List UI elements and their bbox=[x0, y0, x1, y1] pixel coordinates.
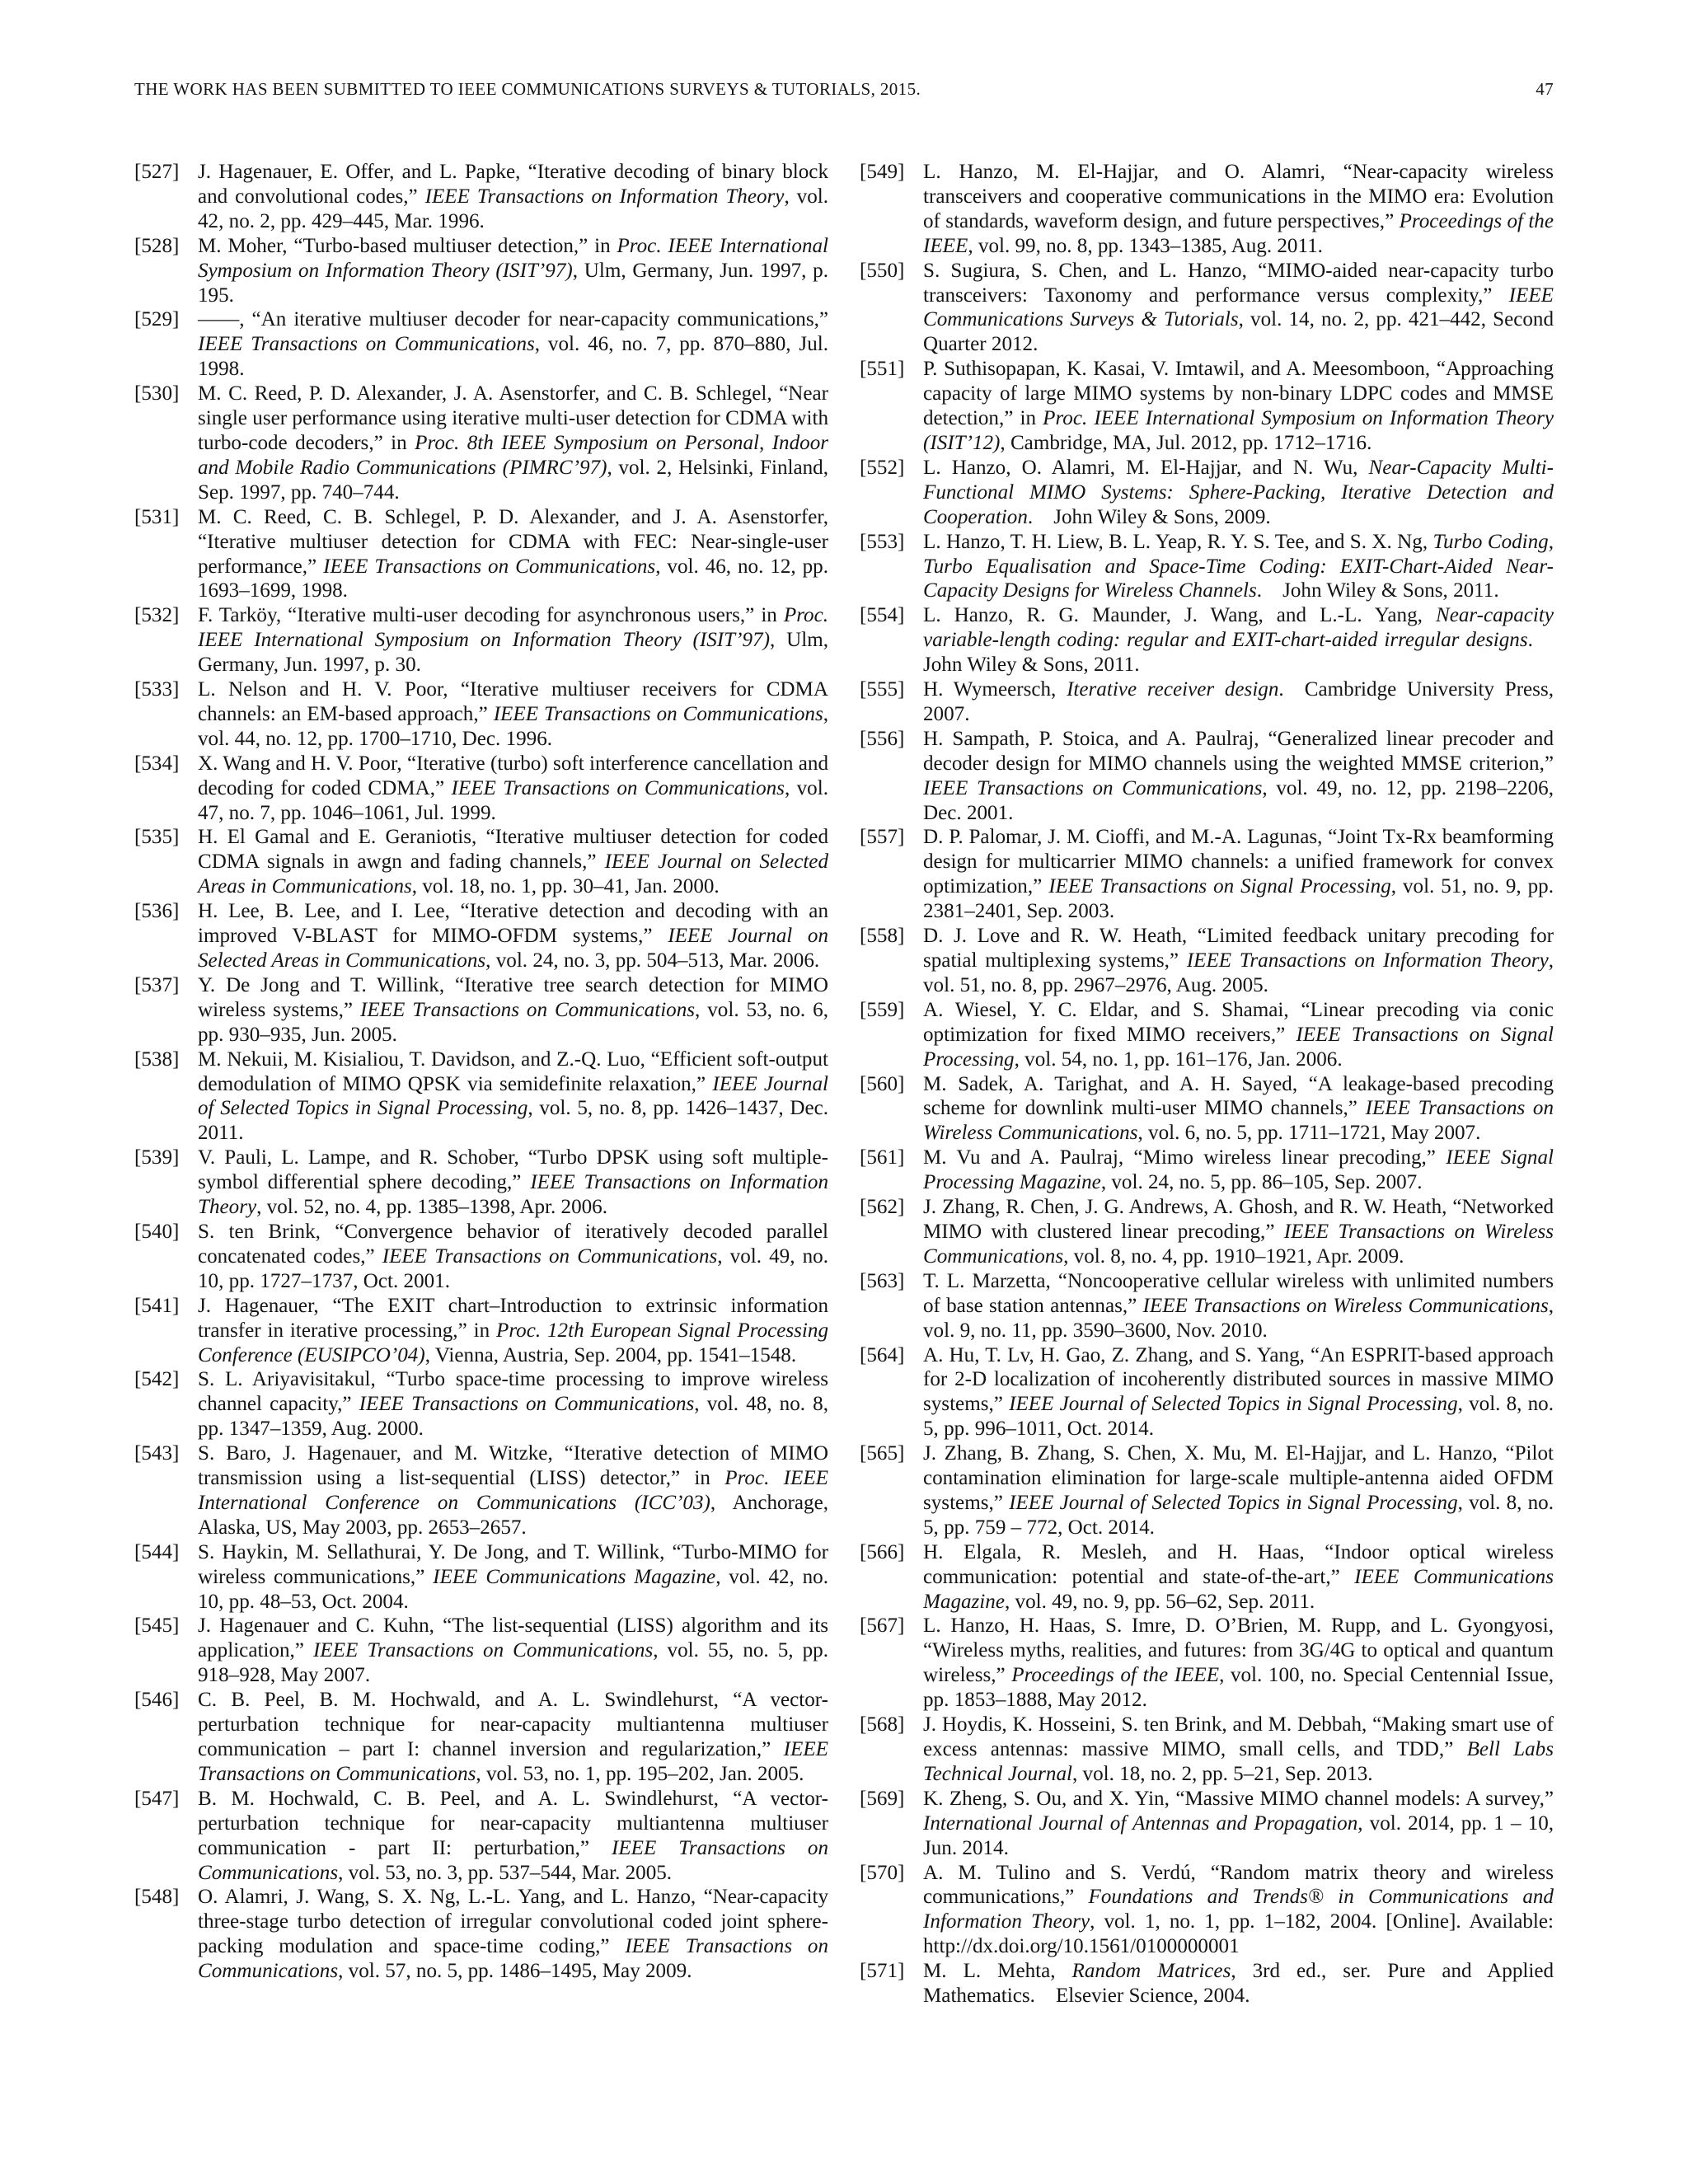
reference-segment: V. Pauli, L. Lampe, and R. Schober, “Turbo DPSK using soft multiple-symbol differential sphere decoding,” bbox=[198, 1146, 828, 1194]
reference-venue: IEEE Transactions on Communications bbox=[359, 1393, 695, 1416]
reference-entry bbox=[860, 1441, 1554, 1540]
reference-number: [531] bbox=[134, 505, 180, 528]
reference-venue: IEEE Transactions on Communications bbox=[198, 1935, 829, 1983]
reference-number: [549] bbox=[860, 161, 905, 183]
reference-entry bbox=[860, 1959, 1554, 2008]
journal-header: THE WORK HAS BEEN SUBMITTED TO IEEE COMMUNICATIONS SURVEYS & TUTORIALS, 2015. bbox=[134, 79, 921, 99]
references-left-column bbox=[134, 160, 828, 1984]
reference-number: [551] bbox=[860, 358, 905, 381]
reference-segment: , 3rd ed., ser. Pure and Applied Mathematics. Elsevier Science, 2004. bbox=[923, 1960, 1554, 2008]
reference-entry bbox=[860, 1540, 1554, 1615]
reference-segment: . John Wiley & Sons, 2009. bbox=[1027, 505, 1271, 528]
reference-venue: IEEE Transactions on Signal Processing bbox=[923, 1023, 1554, 1071]
reference-text bbox=[923, 1540, 1554, 1615]
reference-segment: J. Zhang, B. Zhang, S. Chen, X. Mu, M. El-Hajjar, and L. Hanzo, “Pilot contamination elimination for large-scale multiple-antenna aided OFDM systems,” bbox=[923, 1442, 1554, 1514]
reference-entry bbox=[134, 1294, 828, 1368]
reference-segment: , Ulm, Germany, Jun. 1997, p. 30. bbox=[198, 629, 828, 677]
reference-entry bbox=[134, 1614, 828, 1688]
page-header bbox=[134, 79, 1554, 100]
reference-segment: , vol. 57, no. 5, pp. 1486–1495, May 2009. bbox=[338, 1960, 692, 1983]
reference-segment: T. L. Marzetta, “Noncooperative cellular wireless with unlimited numbers of base station antennas,” bbox=[923, 1269, 1554, 1317]
reference-entry bbox=[134, 973, 828, 1047]
reference-segment: J. Hagenauer and C. Kuhn, “The list-sequential (LISS) algorithm and its application,” bbox=[198, 1615, 828, 1662]
reference-number: [553] bbox=[860, 530, 905, 553]
reference-entry bbox=[860, 677, 1554, 727]
reference-segment: S. Haykin, M. Sellathurai, Y. De Jong, and T. Willink, “Turbo-MIMO for wireless communications,” bbox=[198, 1540, 828, 1588]
reference-segment: J. Zhang, R. Chen, J. G. Andrews, A. Ghosh, and R. W. Heath, “Networked MIMO with clustered linear precoding,” bbox=[923, 1196, 1554, 1243]
reference-text bbox=[198, 677, 828, 752]
reference-entry bbox=[860, 160, 1554, 259]
reference-venue: IEEE Transactions on Information Theory bbox=[198, 1171, 828, 1219]
reference-number: [536] bbox=[134, 900, 180, 923]
reference-number: [530] bbox=[134, 382, 180, 405]
reference-segment: , vol. 54, no. 1, pp. 161–176, Jan. 2006. bbox=[1014, 1047, 1343, 1071]
reference-venue: IEEE Transactions on Communications bbox=[493, 702, 823, 725]
reference-number: [532] bbox=[134, 604, 180, 627]
reference-entry bbox=[134, 1367, 828, 1441]
reference-number: [567] bbox=[860, 1615, 905, 1638]
reference-segment: H. Wymeersch, bbox=[923, 678, 1067, 701]
reference-entry bbox=[134, 1688, 828, 1787]
reference-segment: , vol. 55, no. 5, pp. 918–928, May 2007. bbox=[198, 1639, 828, 1687]
reference-segment: L. Hanzo, R. G. Maunder, J. Wang, and L.-L. Yang, bbox=[923, 604, 1436, 627]
reference-number: [527] bbox=[134, 161, 180, 183]
reference-text bbox=[923, 1072, 1554, 1146]
reference-text bbox=[198, 1614, 828, 1688]
reference-text bbox=[923, 998, 1554, 1072]
reference-segment: M. C. Reed, P. D. Alexander, J. A. Asenstorfer, and C. B. Schlegel, “Near single user performance using iterative multi-user detection for CDMA with turbo-code decoders,” in bbox=[198, 382, 828, 454]
reference-entry bbox=[134, 677, 828, 752]
reference-venue: Proceedings of the IEEE bbox=[1011, 1664, 1220, 1687]
reference-segment: , Cambridge, MA, Jul. 2012, pp. 1712–1716. bbox=[1000, 431, 1372, 454]
reference-entry bbox=[134, 1441, 828, 1540]
reference-venue: IEEE Communications Surveys & Tutorials bbox=[923, 284, 1554, 331]
reference-segment: , vol. 49, no. 10, pp. 1727–1737, Oct. 2001. bbox=[198, 1244, 828, 1292]
reference-text bbox=[198, 505, 828, 604]
reference-text bbox=[198, 1540, 828, 1615]
reference-text bbox=[198, 1146, 828, 1220]
reference-segment: M. Vu and A. Paulraj, “Mimo wireless linear precoding,” bbox=[923, 1146, 1447, 1169]
reference-segment: A. Hu, T. Lv, H. Gao, Z. Zhang, and S. Yang, “An ESPRIT-based approach for 2-D localization of incoherently distributed sources in massive MIMO systems,” bbox=[923, 1343, 1554, 1416]
reference-venue: IEEE Transactions on Communications bbox=[451, 776, 785, 799]
reference-entry bbox=[860, 456, 1554, 530]
reference-segment: , vol. 51, no. 9, pp. 2381–2401, Sep. 2003. bbox=[923, 875, 1554, 923]
reference-venue: IEEE Transactions on Wireless Communications bbox=[923, 1097, 1554, 1145]
reference-number: [534] bbox=[134, 752, 180, 775]
reference-number: [533] bbox=[134, 678, 180, 701]
reference-venue: Proc. 12th European Signal Processing Conference (EUSIPCO’04) bbox=[198, 1319, 828, 1366]
reference-segment: , Ulm, Germany, Jun. 1997, p. 195. bbox=[198, 259, 828, 307]
reference-entry bbox=[134, 382, 828, 505]
reference-segment: D. J. Love and R. W. Heath, “Limited feedback unitary precoding for spatial multiplexing systems,” bbox=[923, 925, 1554, 972]
reference-segment: X. Wang and H. V. Poor, “Iterative (turbo) soft interference cancellation and decoding for coded CDMA,” bbox=[198, 752, 828, 799]
reference-number: [555] bbox=[860, 678, 905, 701]
reference-venue: IEEE Transactions on Communications bbox=[360, 998, 696, 1021]
reference-text bbox=[198, 160, 828, 234]
reference-venue: Proc. IEEE International Symposium on Information Theory (ISIT’97) bbox=[198, 604, 828, 652]
reference-segment: , vol. 52, no. 4, pp. 1385–1398, Apr. 2006. bbox=[256, 1196, 608, 1219]
reference-segment: M. Moher, “Turbo-based multiuser detection,” in bbox=[198, 234, 617, 257]
reference-text bbox=[923, 160, 1554, 259]
reference-entry bbox=[860, 1195, 1554, 1269]
reference-segment: L. Hanzo, H. Haas, S. Imre, D. O’Brien, M. Rupp, and L. Gyongyosi, “Wireless myths, realities, and futures: from 3G/4G to optical and quantum wireless,” bbox=[923, 1615, 1554, 1687]
reference-venue: Foundations and Trends® in Communications and Information Theory bbox=[923, 1886, 1554, 1933]
reference-entry bbox=[134, 505, 828, 604]
reference-segment: L. Hanzo, O. Alamri, M. El-Hajjar, and N. Wu, bbox=[923, 456, 1369, 479]
reference-segment: L. Hanzo, M. El-Hajjar, and O. Alamri, “Near-capacity wireless transceivers and cooperative communications in the MIMO era: Evolution of standards, waveform design, and future perspectives,” bbox=[923, 161, 1554, 232]
reference-segment: . John Wiley & Sons, 2011. bbox=[923, 629, 1554, 677]
reference-segment: A. Wiesel, Y. C. Eldar, and S. Shamai, “Linear precoding via conic optimization for fixed MIMO receivers,” bbox=[923, 998, 1554, 1046]
reference-segment: , vol. 53, no. 1, pp. 195–202, Jan. 2005. bbox=[476, 1762, 804, 1785]
reference-segment: J. Hoydis, K. Hosseini, S. ten Brink, and M. Debbah, “Making smart use of excess antennas: massive MIMO, small cells, and TDD,” bbox=[923, 1713, 1554, 1760]
reference-segment: M. Nekuii, M. Kisialiou, T. Davidson, and Z.-Q. Luo, “Efficient soft-output demodulation of MIMO QPSK via semidefinite relaxation,” bbox=[198, 1047, 828, 1095]
reference-segment: , vol. 9, no. 11, pp. 3590–3600, Nov. 2010. bbox=[923, 1294, 1554, 1342]
reference-number: [571] bbox=[860, 1960, 905, 1983]
reference-segment: J. Hagenauer, E. Offer, and L. Papke, “Iterative decoding of binary block and convolutional codes,” bbox=[198, 161, 828, 208]
reference-text bbox=[198, 1441, 828, 1540]
reference-venue: IEEE Transactions on Information Theory bbox=[424, 185, 785, 208]
reference-segment: P. Suthisopapan, K. Kasai, V. Imtawil, and A. Meesomboon, “Approaching capacity of large MIMO systems by non-binary LDPC codes and MMSE detection,” in bbox=[923, 358, 1554, 430]
reference-segment: Y. De Jong and T. Willink, “Iterative tree search detection for MIMO wireless systems,” bbox=[198, 973, 828, 1021]
reference-text bbox=[923, 1269, 1554, 1343]
reference-text bbox=[923, 1861, 1554, 1960]
reference-number: [554] bbox=[860, 604, 905, 627]
reference-segment: H. Lee, B. Lee, and I. Lee, “Iterative detection and decoding with an improved V-BLAST for MIMO-OFDM systems,” bbox=[198, 900, 828, 948]
reference-entry bbox=[860, 1614, 1554, 1713]
reference-number: [535] bbox=[134, 826, 180, 849]
reference-segment: , vol. 14, no. 2, pp. 421–442, Second Quarter 2012. bbox=[923, 308, 1554, 356]
reference-number: [550] bbox=[860, 259, 905, 282]
references-right-column bbox=[860, 160, 1554, 2008]
reference-text bbox=[198, 1220, 828, 1294]
reference-text bbox=[923, 357, 1554, 456]
page-number: 47 bbox=[1536, 79, 1554, 99]
reference-venue: Random Matrices bbox=[1071, 1960, 1231, 1983]
reference-venue: Proc. IEEE International Symposium on Information Theory (ISIT’12) bbox=[923, 407, 1554, 454]
reference-segment: L. Hanzo, T. H. Liew, B. L. Yeap, R. Y. S. Tee, and S. X. Ng, bbox=[923, 530, 1433, 553]
reference-segment: B. M. Hochwald, C. B. Peel, and A. L. Swindlehurst, “A vector-perturbation technique for near-capacity multiantenna multiuser communication - part II: perturbation,” bbox=[198, 1787, 828, 1859]
reference-venue: IEEE Journal of Selected Topics in Signal Processing bbox=[198, 1072, 828, 1120]
reference-number: [547] bbox=[134, 1787, 180, 1810]
reference-segment: M. Sadek, A. Tarighat, and A. H. Sayed, “A leakage-based precoding scheme for downlink multi-user MIMO channels,” bbox=[923, 1072, 1554, 1120]
reference-venue: IEEE Transactions on Signal Processing bbox=[1048, 875, 1391, 898]
reference-segment: D. P. Palomar, J. M. Cioffi, and M.-A. Lagunas, “Joint Tx-Rx beamforming design for multicarrier MIMO channels: a unified framework for convex optimization,” bbox=[923, 826, 1554, 898]
reference-entry bbox=[134, 234, 828, 308]
reference-number: [569] bbox=[860, 1787, 905, 1810]
reference-segment: , Anchorage, Alaska, US, May 2003, pp. 2653–2657. bbox=[198, 1491, 828, 1539]
reference-segment: , vol. 46, no. 7, pp. 870–880, Jul. 1998. bbox=[198, 333, 828, 381]
reference-entry bbox=[134, 307, 828, 382]
reference-number: [541] bbox=[134, 1294, 180, 1317]
reference-segment: , vol. 24, no. 3, pp. 504–513, Mar. 2006. bbox=[485, 949, 820, 972]
reference-segment: , vol. 51, no. 8, pp. 2967–2976, Aug. 2005. bbox=[923, 949, 1554, 996]
reference-venue: IEEE Transactions on Communications bbox=[312, 1639, 654, 1662]
reference-number: [543] bbox=[134, 1442, 180, 1465]
reference-segment: , vol. 1, no. 1, pp. 1–182, 2004. [Online]. Available: http://dx.doi.org/10.1561/0100000001 bbox=[923, 1910, 1554, 1958]
reference-text bbox=[198, 307, 828, 382]
reference-segment: , Vienna, Austria, Sep. 2004, pp. 1541–1548. bbox=[424, 1343, 797, 1366]
reference-text bbox=[923, 1614, 1554, 1713]
reference-venue: Near-Capacity Multi-Functional MIMO Systems: Sphere-Packing, Iterative Detection and Cooperation bbox=[923, 456, 1554, 528]
reference-text bbox=[198, 1367, 828, 1441]
reference-text bbox=[923, 456, 1554, 530]
reference-segment: A. M. Tulino and S. Verdú, “Random matrix theory and wireless communications,” bbox=[923, 1861, 1554, 1909]
reference-segment: , vol. 2, Helsinki, Finland, Sep. 1997, pp. 740–744. bbox=[198, 456, 828, 504]
reference-entry bbox=[134, 825, 828, 899]
reference-number: [568] bbox=[860, 1713, 905, 1736]
reference-text bbox=[923, 1441, 1554, 1540]
reference-segment: , vol. 44, no. 12, pp. 1700–1710, Dec. 1996. bbox=[198, 702, 828, 750]
reference-segment: F. Tarköy, “Iterative multi-user decoding for asynchronous users,” in bbox=[198, 604, 784, 627]
reference-text bbox=[923, 259, 1554, 358]
reference-segment: , vol. 99, no. 8, pp. 1343–1385, Aug. 2011. bbox=[968, 234, 1323, 257]
reference-number: [560] bbox=[860, 1072, 905, 1095]
reference-segment: M. C. Reed, C. B. Schlegel, P. D. Alexander, and J. A. Asenstorfer, “Iterative multiuser detection for CDMA with FEC: Near-single-user performance,” bbox=[198, 505, 828, 578]
reference-text bbox=[923, 677, 1554, 727]
reference-venue: Proc. IEEE International Symposium on Information Theory (ISIT’97) bbox=[198, 234, 829, 282]
reference-venue: IEEE Transactions on Communications bbox=[198, 333, 535, 356]
reference-entry bbox=[860, 603, 1554, 677]
reference-segment: . Cambridge University Press, 2007. bbox=[923, 678, 1554, 725]
reference-segment: L. Nelson and H. V. Poor, “Iterative multiuser receivers for CDMA channels: an EM-based approach,” bbox=[198, 678, 828, 725]
reference-text bbox=[923, 924, 1554, 998]
reference-venue: IEEE Journal of Selected Topics in Signal Processing bbox=[1009, 1491, 1458, 1514]
reference-segment: , vol. 49, no. 9, pp. 56–62, Sep. 2011. bbox=[1004, 1590, 1315, 1613]
reference-entry bbox=[860, 1269, 1554, 1343]
reference-number: [562] bbox=[860, 1196, 905, 1219]
reference-entry bbox=[860, 530, 1554, 604]
reference-segment: , vol. 47, no. 7, pp. 1046–1061, Jul. 1999. bbox=[198, 776, 828, 824]
reference-entry bbox=[860, 727, 1554, 826]
reference-venue: IEEE Transactions on Communications bbox=[198, 1836, 828, 1884]
reference-venue: IEEE Transactions on Information Theory bbox=[1186, 949, 1549, 972]
reference-venue: Bell Labs Technical Journal bbox=[923, 1738, 1554, 1785]
reference-entry bbox=[860, 1861, 1554, 1960]
reference-text bbox=[923, 1787, 1554, 1861]
reference-segment: C. B. Peel, B. M. Hochwald, and A. L. Swindlehurst, “A vector-perturbation technique for near-capacity multiantenna multiuser communication – part I: channel inversion and regularization,” bbox=[198, 1689, 828, 1760]
reference-entry bbox=[134, 1540, 828, 1615]
reference-entry bbox=[860, 1146, 1554, 1195]
reference-number: [537] bbox=[134, 973, 180, 996]
reference-entry bbox=[860, 924, 1554, 998]
reference-segment: , vol. 18, no. 2, pp. 5–21, Sep. 2013. bbox=[1072, 1762, 1373, 1785]
reference-venue: Proc. 8th IEEE Symposium on Personal, Indoor and Mobile Radio Communications (PIMRC’97) bbox=[198, 431, 829, 479]
reference-text bbox=[198, 899, 828, 973]
reference-venue: IEEE Journal of Selected Topics in Signal Processing bbox=[1009, 1393, 1458, 1416]
reference-number: [559] bbox=[860, 998, 905, 1021]
reference-segment: S. Sugiura, S. Chen, and L. Hanzo, “MIMO-aided near-capacity turbo transceivers: Taxonomy and performance versus complexity,” bbox=[923, 259, 1554, 307]
reference-entry bbox=[134, 899, 828, 973]
reference-number: [556] bbox=[860, 727, 905, 750]
reference-number: [542] bbox=[134, 1368, 180, 1391]
reference-text bbox=[198, 603, 828, 677]
reference-text bbox=[923, 603, 1554, 677]
reference-number: [570] bbox=[860, 1861, 905, 1884]
reference-text bbox=[923, 1195, 1554, 1269]
reference-segment: , vol. 8, no. 5, pp. 996–1011, Oct. 2014. bbox=[923, 1393, 1554, 1441]
reference-entry bbox=[860, 825, 1554, 924]
reference-venue: International Journal of Antennas and Propagation bbox=[923, 1811, 1358, 1835]
reference-text bbox=[198, 973, 828, 1047]
reference-segment: S. Baro, J. Hagenauer, and M. Witzke, “Iterative detection of MIMO transmission using a list-sequential (LISS) detector,” in bbox=[198, 1442, 828, 1490]
reference-segment: M. L. Mehta, bbox=[923, 1960, 1072, 1983]
reference-segment: , vol. 5, no. 8, pp. 1426–1437, Dec. 2011. bbox=[198, 1097, 828, 1145]
reference-text bbox=[198, 1294, 828, 1368]
reference-venue: IEEE Signal Processing Magazine bbox=[923, 1146, 1554, 1194]
reference-text bbox=[923, 1959, 1554, 2008]
reference-entry bbox=[860, 1343, 1554, 1442]
reference-venue: Iterative receiver design bbox=[1067, 678, 1279, 701]
reference-segment: , vol. 6, no. 5, pp. 1711–1721, May 2007. bbox=[1137, 1122, 1481, 1145]
reference-number: [558] bbox=[860, 925, 905, 948]
reference-venue: IEEE Communications Magazine bbox=[433, 1565, 716, 1588]
reference-venue: Proceedings of the IEEE bbox=[923, 209, 1554, 257]
reference-segment: , vol. 8, no. 5, pp. 759 – 772, Oct. 2014. bbox=[923, 1491, 1554, 1539]
reference-segment: , vol. 42, no. 2, pp. 429–445, Mar. 1996. bbox=[198, 185, 829, 232]
reference-text bbox=[198, 1688, 828, 1787]
reference-entry bbox=[134, 1220, 828, 1294]
reference-text bbox=[198, 1047, 828, 1146]
reference-segment: S. ten Brink, “Convergence behavior of iteratively decoded parallel concatenated codes,” bbox=[198, 1220, 828, 1268]
reference-segment: , vol. 46, no. 12, pp. 1693–1699, 1998. bbox=[198, 555, 828, 602]
reference-venue: IEEE Transactions on Communications bbox=[198, 1738, 828, 1785]
reference-text bbox=[198, 752, 828, 826]
reference-number: [544] bbox=[134, 1540, 180, 1563]
reference-segment: ——, “An iterative multiuser decoder for near-capacity communications,” bbox=[198, 308, 828, 331]
reference-entry bbox=[860, 1713, 1554, 1787]
reference-entry bbox=[134, 752, 828, 826]
reference-segment: H. Sampath, P. Stoica, and A. Paulraj, “Generalized linear precoder and decoder design for MIMO channels using the weighted MMSE criterion,” bbox=[923, 727, 1554, 775]
reference-number: [552] bbox=[860, 456, 905, 479]
reference-text bbox=[923, 530, 1554, 604]
reference-text bbox=[923, 1713, 1554, 1787]
reference-venue: IEEE Transactions on Communications bbox=[323, 555, 656, 578]
reference-segment: , vol. 100, no. Special Centennial Issue, pp. 1853–1888, May 2012. bbox=[923, 1664, 1554, 1712]
reference-entry bbox=[134, 160, 828, 234]
reference-text bbox=[198, 1885, 828, 1984]
reference-number: [545] bbox=[134, 1615, 180, 1638]
reference-number: [564] bbox=[860, 1343, 905, 1366]
reference-text bbox=[198, 825, 828, 899]
reference-text bbox=[923, 727, 1554, 826]
reference-number: [540] bbox=[134, 1220, 180, 1243]
reference-text bbox=[198, 382, 828, 505]
reference-text bbox=[923, 1146, 1554, 1195]
reference-entry bbox=[860, 1072, 1554, 1146]
reference-segment: J. Hagenauer, “The EXIT chart–Introduction to extrinsic information transfer in iterative processing,” in bbox=[198, 1294, 828, 1342]
reference-entry bbox=[134, 603, 828, 677]
reference-venue: Turbo Coding, Turbo Equalisation and Space-Time Coding: EXIT-Chart-Aided Near-Capacity Designs for Wireless Channels bbox=[923, 530, 1554, 602]
reference-segment: H. El Gamal and E. Geraniotis, “Iterative multiuser detection for coded CDMA signals in awgn and fading channels,” bbox=[198, 826, 828, 874]
reference-number: [548] bbox=[134, 1886, 180, 1909]
reference-entry bbox=[134, 1787, 828, 1886]
reference-segment: , vol. 48, no. 8, pp. 1347–1359, Aug. 2000. bbox=[198, 1393, 828, 1441]
reference-number: [539] bbox=[134, 1146, 180, 1169]
reference-segment: , vol. 53, no. 6, pp. 930–935, Jun. 2005. bbox=[198, 998, 828, 1046]
reference-segment: , vol. 42, no. 10, pp. 48–53, Oct. 2004. bbox=[198, 1565, 828, 1613]
reference-number: [529] bbox=[134, 308, 180, 331]
reference-segment: , vol. 53, no. 3, pp. 537–544, Mar. 2005. bbox=[338, 1861, 673, 1884]
reference-venue: IEEE Journal on Selected Areas in Communications bbox=[198, 925, 828, 972]
reference-number: [566] bbox=[860, 1540, 905, 1563]
reference-entry bbox=[860, 998, 1554, 1072]
reference-text bbox=[198, 1787, 828, 1886]
reference-segment: H. Elgala, R. Mesleh, and H. Haas, “Indoor optical wireless communication: potential and state-of-the-art,” bbox=[923, 1540, 1554, 1588]
reference-segment: , vol. 24, no. 5, pp. 86–105, Sep. 2007. bbox=[1100, 1171, 1423, 1194]
reference-segment: , vol. 8, no. 4, pp. 1910–1921, Apr. 2009. bbox=[1063, 1244, 1404, 1268]
reference-venue: IEEE Transactions on Communications bbox=[382, 1244, 718, 1268]
reference-number: [561] bbox=[860, 1146, 905, 1169]
reference-entry bbox=[134, 1146, 828, 1220]
reference-segment: , vol. 2014, pp. 1 – 10, Jun. 2014. bbox=[923, 1811, 1554, 1859]
reference-number: [538] bbox=[134, 1047, 180, 1071]
reference-venue: IEEE Journal on Selected Areas in Communications bbox=[198, 851, 828, 898]
reference-segment: O. Alamri, J. Wang, S. X. Ng, L.-L. Yang, and L. Hanzo, “Near-capacity three-stage turbo detection of irregular convolutional coded joint sphere-packing modulation and space-time coding,” bbox=[198, 1886, 828, 1958]
reference-entry bbox=[134, 1047, 828, 1146]
reference-venue: IEEE Transactions on Communications bbox=[923, 776, 1263, 799]
reference-venue: Proc. IEEE International Conference on Communications (ICC’03) bbox=[198, 1467, 828, 1514]
reference-segment: , vol. 18, no. 1, pp. 30–41, Jan. 2000. bbox=[411, 875, 720, 898]
reference-entry bbox=[860, 1787, 1554, 1861]
reference-venue: IEEE Transactions on Wireless Communications bbox=[923, 1220, 1554, 1268]
reference-text bbox=[198, 234, 828, 308]
reference-venue: Near-capacity variable-length coding: regular and EXIT-chart-aided irregular designs bbox=[923, 604, 1554, 652]
reference-number: [565] bbox=[860, 1442, 905, 1465]
reference-segment: , vol. 49, no. 12, pp. 2198–2206, Dec. 2001. bbox=[923, 776, 1554, 824]
reference-text bbox=[923, 825, 1554, 924]
reference-number: [528] bbox=[134, 234, 180, 257]
reference-entry bbox=[860, 259, 1554, 358]
reference-number: [557] bbox=[860, 826, 905, 849]
reference-segment: . John Wiley & Sons, 2011. bbox=[1256, 579, 1499, 602]
reference-segment: S. L. Ariyavisitakul, “Turbo space-time processing to improve wireless channel capacity,” bbox=[198, 1368, 828, 1416]
reference-number: [546] bbox=[134, 1689, 180, 1712]
reference-entry bbox=[860, 357, 1554, 456]
reference-venue: IEEE Communications Magazine bbox=[923, 1565, 1554, 1613]
reference-segment: K. Zheng, S. Ou, and X. Yin, “Massive MIMO channel models: A survey,” bbox=[923, 1787, 1554, 1810]
reference-entry bbox=[134, 1885, 828, 1984]
reference-text bbox=[923, 1343, 1554, 1442]
reference-number: [563] bbox=[860, 1269, 905, 1292]
reference-venue: IEEE Transactions on Wireless Communications bbox=[1142, 1294, 1549, 1317]
